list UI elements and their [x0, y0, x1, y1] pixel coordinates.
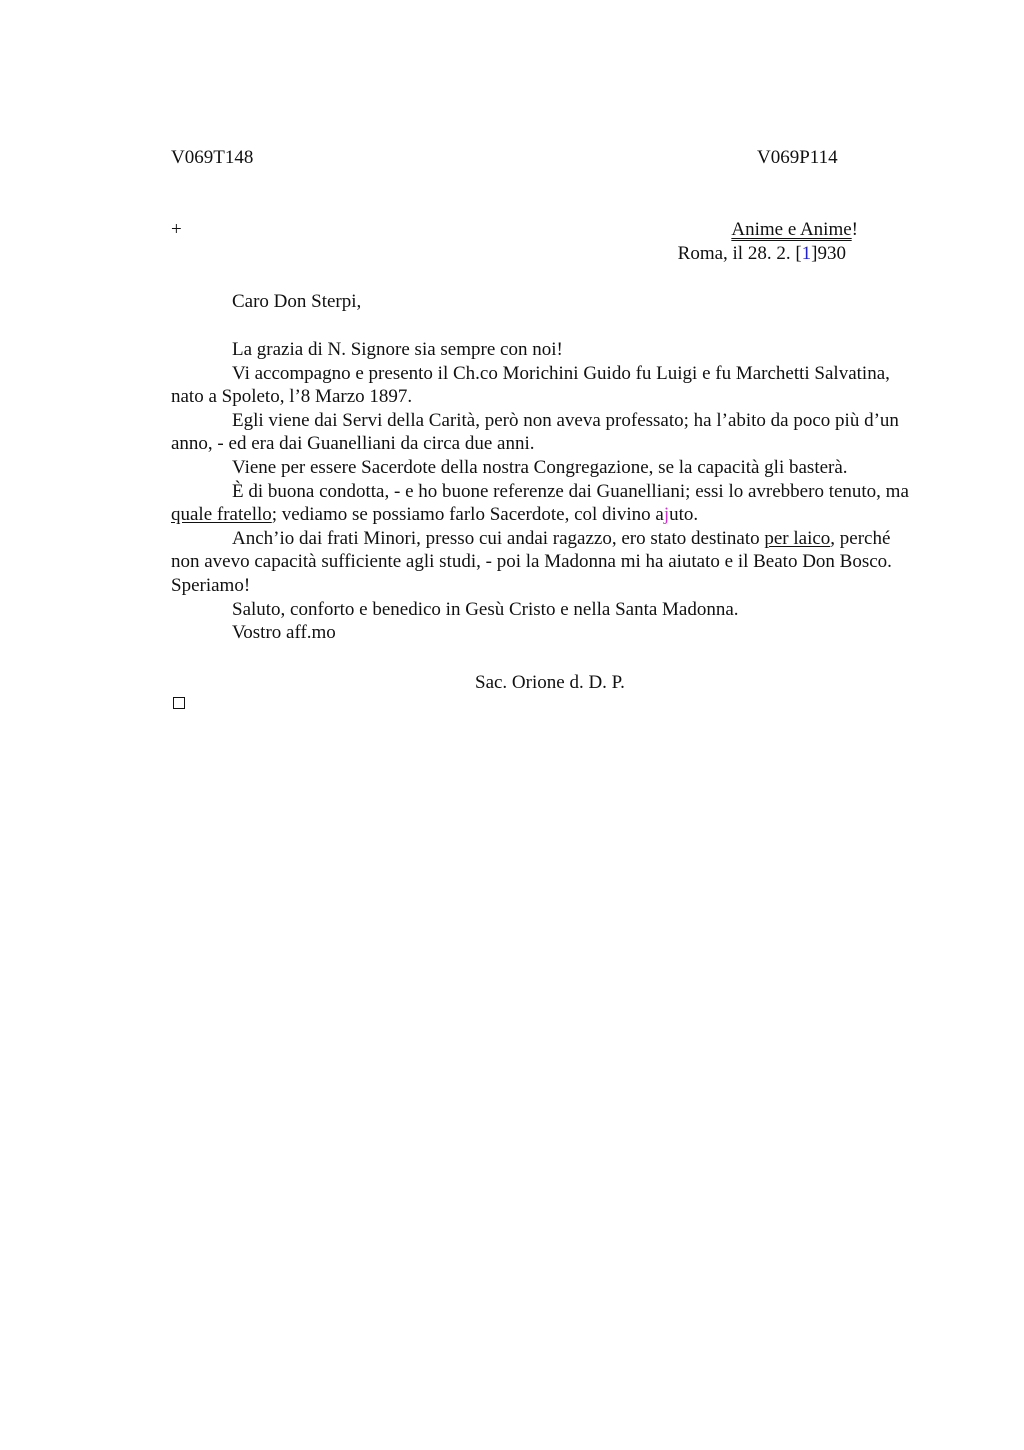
paragraph-5-part-b: ; vediamo se possiamo farlo Sacerdote, col divino a: [271, 504, 664, 526]
date-line: [678, 242, 846, 266]
motto-text: Anime e Anime: [731, 219, 852, 240]
paragraph-5-highlight-letter: j: [663, 504, 670, 526]
paragraph-6-part-b: , perché non avevo capacità sufficiente agli studi, - poi la Madonna mi ha aiutato e il Beato Don Bosco. Speriamo!: [171, 527, 892, 596]
greeting: Caro Don Sterpi,: [232, 291, 362, 312]
signature: Sac. Orione d. D. P.: [475, 672, 625, 693]
letter-body: [171, 338, 916, 645]
paragraph-5-part-c: uto.: [669, 504, 699, 526]
paragraph-6-part-a: Anch’io dai frati Minori, presso cui andai ragazzo, ero stato destinato: [232, 527, 765, 549]
motto: [731, 218, 858, 242]
end-box-icon: [173, 697, 185, 709]
paragraph-5-part-a: È di buona condotta, - e ho buone referenze dai Guanelliani; essi lo avrebbero tenuto, ma: [232, 480, 909, 502]
paragraph-7: Saluto, conforto e benedico in Gesù Cristo e nella Santa Madonna.: [232, 598, 739, 620]
paragraph-2: Vi accompagno e presento il Ch.co Morichini Guido fu Luigi e fu Marchetti Salvatina, nato a Spoleto, l’8 Marzo 1897.: [171, 362, 890, 408]
document-code-right: V069P114: [757, 147, 838, 168]
paragraph-6-underlined: per laico: [764, 527, 831, 549]
date-prefix: Roma, il 28. 2. [: [677, 243, 802, 264]
date-suffix: ]930: [811, 243, 846, 264]
closing: Vostro aff.mo: [232, 622, 336, 644]
paragraph-1: La grazia di N. Signore sia sempre con noi!: [232, 339, 563, 360]
paragraph-6: [171, 527, 916, 598]
document-code-left: V069T148: [171, 147, 254, 168]
paragraph-4: Viene per essere Sacerdote della nostra Congregazione, se la capacità gli basterà.: [232, 456, 848, 478]
paragraph-5: [171, 480, 916, 527]
date-insert: 1: [801, 243, 812, 264]
motto-exclamation: !: [851, 219, 858, 240]
paragraph-5-underlined: quale fratello: [171, 504, 272, 526]
paragraph-3: Egli viene dai Servi della Carità, però non aveva professato; ha l’abito da poco più d’un anno, - ed era dai Guanelliani da circa due anni.: [171, 409, 899, 455]
cross-symbol: +: [171, 219, 182, 240]
